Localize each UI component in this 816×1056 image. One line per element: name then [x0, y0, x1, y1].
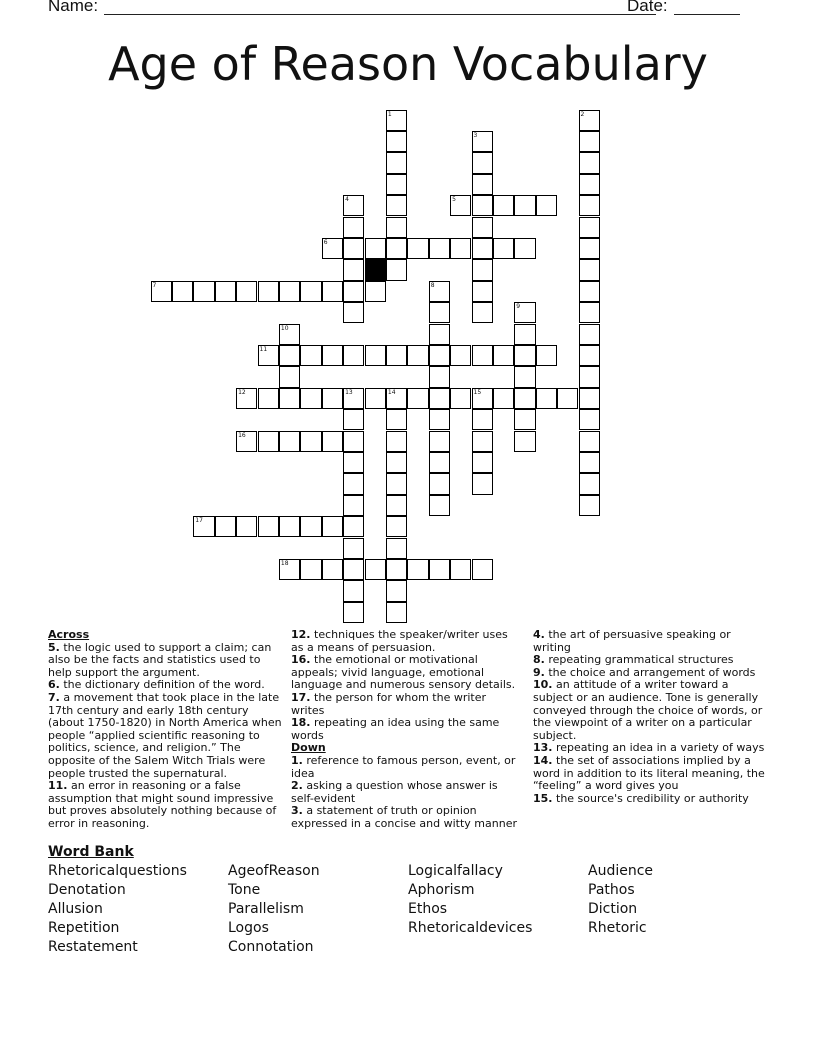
grid-cell[interactable]: [279, 366, 300, 387]
grid-cell[interactable]: [472, 452, 493, 473]
grid-cell[interactable]: [514, 345, 535, 366]
clue-item: [291, 755, 519, 780]
grid-cell[interactable]: [429, 559, 450, 580]
grid-cell[interactable]: [215, 516, 236, 537]
grid-cell[interactable]: [579, 324, 600, 345]
grid-cell[interactable]: [322, 238, 343, 259]
word-bank-item: Diction: [588, 901, 638, 917]
grid-cell[interactable]: [429, 452, 450, 473]
word-bank-item: Parallelism: [228, 901, 304, 917]
grid-cell[interactable]: [472, 238, 493, 259]
grid-cell[interactable]: [279, 345, 300, 366]
word-bank-item: Rhetoric: [588, 920, 647, 936]
grid-cell[interactable]: [343, 495, 364, 516]
word-bank-item: Logos: [228, 920, 269, 936]
word-bank-item: AgeofReason: [228, 863, 320, 879]
clue-text: a movement that took place in the late 17th century and early 18th century (about 1750-1820) in North America when people “applied scientific reasoning to politics, science, and religion.” The opposite of the Salem Witch Trials were people trusted the supernatural.: [48, 690, 282, 780]
grid-cell[interactable]: [579, 238, 600, 259]
clue-label: 10.: [533, 678, 553, 692]
clue-item: [533, 793, 769, 806]
grid-cell[interactable]: [279, 281, 300, 302]
grid-cell[interactable]: [450, 238, 471, 259]
grid-cell[interactable]: [429, 366, 450, 387]
clue-text: an attitude of a writer toward a subject or an audience. Tone is generally conveyed through the choice of words, or the viewpoint of a writer on a particular subject.: [533, 678, 763, 742]
grid-cell[interactable]: [386, 495, 407, 516]
clue-text: the person for whom the writer writes: [291, 690, 487, 717]
clue-number: 15: [473, 388, 482, 396]
clue-label: 6.: [48, 678, 60, 692]
grid-cell[interactable]: [579, 409, 600, 430]
clue-text: asking a question whose answer is self-evident: [291, 779, 498, 805]
grid-cell[interactable]: [386, 538, 407, 559]
grid-cell[interactable]: [343, 388, 364, 409]
grid-cell[interactable]: [514, 302, 535, 323]
clues-column-1: [48, 629, 284, 831]
grid-cell[interactable]: [322, 281, 343, 302]
grid-cell[interactable]: [300, 388, 321, 409]
grid-cell[interactable]: [236, 516, 257, 537]
grid-cell[interactable]: [343, 580, 364, 601]
clue-number: 3: [473, 131, 478, 139]
grid-cell[interactable]: [386, 602, 407, 623]
grid-cell[interactable]: [472, 195, 493, 216]
grid-cell[interactable]: [579, 302, 600, 323]
clue-label: 8.: [533, 653, 545, 667]
clue-item: [291, 654, 519, 692]
clue-label: 1.: [291, 753, 303, 767]
grid-cell[interactable]: [514, 324, 535, 345]
grid-cell[interactable]: [386, 217, 407, 238]
grid-cell[interactable]: [579, 195, 600, 216]
grid-cell[interactable]: [343, 473, 364, 494]
clue-text: an error in reasoning or a false assumption that might sound impressive but proves absolutely nothing because of error in reasoning.: [48, 779, 277, 830]
grid-cell[interactable]: [236, 281, 257, 302]
grid-cell[interactable]: [386, 452, 407, 473]
grid-cell[interactable]: [579, 152, 600, 173]
grid-cell[interactable]: [258, 516, 279, 537]
clue-number: 14: [387, 388, 396, 396]
clue-label: 14.: [533, 753, 553, 767]
clue-text: the emotional or motivational appeals; vivid language, emotional language and numerous sensory details.: [291, 653, 516, 692]
grid-cell[interactable]: [343, 345, 364, 366]
across-heading: Across: [48, 628, 90, 641]
clue-label: 7.: [48, 690, 60, 704]
grid-cell[interactable]: [579, 131, 600, 152]
grid-cell[interactable]: [193, 516, 214, 537]
clue-number: 7: [152, 281, 157, 289]
grid-cell[interactable]: [386, 473, 407, 494]
grid-cell[interactable]: [493, 388, 514, 409]
grid-cell[interactable]: [450, 345, 471, 366]
grid-cell[interactable]: [579, 259, 600, 280]
word-bank-item: Tone: [228, 882, 261, 898]
grid-cell[interactable]: [579, 345, 600, 366]
grid-cell[interactable]: [407, 388, 428, 409]
grid-cell[interactable]: [579, 174, 600, 195]
grid-cell[interactable]: [450, 388, 471, 409]
grid-cell[interactable]: [579, 110, 600, 131]
clue-item: [291, 780, 519, 805]
grid-cell[interactable]: [300, 431, 321, 452]
grid-cell[interactable]: [514, 366, 535, 387]
grid-cell[interactable]: [386, 238, 407, 259]
grid-cell[interactable]: [429, 388, 450, 409]
clue-item: [291, 629, 519, 654]
grid-cell[interactable]: [429, 431, 450, 452]
word-bank-item: Aphorism: [408, 882, 475, 898]
word-bank-item: Repetition: [48, 920, 120, 936]
grid-cell[interactable]: [343, 281, 364, 302]
grid-cell[interactable]: [429, 409, 450, 430]
clue-number: 16: [238, 431, 246, 439]
grid-cell[interactable]: [429, 324, 450, 345]
grid-cell[interactable]: [300, 345, 321, 366]
grid-cell[interactable]: [429, 495, 450, 516]
grid-cell[interactable]: [322, 345, 343, 366]
grid-cell[interactable]: [300, 516, 321, 537]
grid-cell[interactable]: [493, 195, 514, 216]
word-bank-item: Ethos: [408, 901, 448, 917]
grid-cell[interactable]: [322, 516, 343, 537]
grid-cell[interactable]: [407, 559, 428, 580]
grid-cell[interactable]: [407, 238, 428, 259]
clue-text: the art of persuasive speaking or writing: [533, 628, 731, 654]
word-bank-item: Logicalfallacy: [408, 863, 503, 879]
grid-cell[interactable]: [343, 538, 364, 559]
grid-cell[interactable]: [429, 281, 450, 302]
grid-cell[interactable]: [579, 473, 600, 494]
grid-cell[interactable]: [365, 238, 386, 259]
clue-item: [533, 629, 769, 654]
clue-number: 4: [345, 196, 349, 204]
clue-text: techniques the speaker/writer uses as a means of persuasion.: [291, 628, 508, 654]
grid-cell[interactable]: [386, 409, 407, 430]
clue-item: [533, 755, 769, 793]
grid-cell[interactable]: [343, 302, 364, 323]
word-bank-item: Audience: [588, 863, 654, 879]
grid-cell[interactable]: [557, 388, 578, 409]
word-bank-item: Allusion: [48, 901, 103, 917]
grid-cell[interactable]: [258, 281, 279, 302]
grid-cell[interactable]: [386, 345, 407, 366]
grid-cell[interactable]: [429, 238, 450, 259]
grid-cell[interactable]: [514, 238, 535, 259]
word-bank-item: Rhetoricaldevices: [408, 920, 533, 936]
grid-cell[interactable]: [450, 195, 471, 216]
clue-number: 6: [323, 238, 328, 246]
grid-cell[interactable]: [386, 580, 407, 601]
clue-label: 9.: [533, 665, 545, 679]
grid-cell[interactable]: [151, 281, 172, 302]
clue-text: repeating grammatical structures: [548, 653, 734, 667]
grid-cell[interactable]: [365, 281, 386, 302]
clue-item: [291, 717, 519, 742]
clue-text: the choice and arrangement of words: [548, 665, 756, 679]
grid-cell[interactable]: [579, 495, 600, 516]
grid-cell[interactable]: [472, 473, 493, 494]
clue-label: 4.: [533, 628, 545, 641]
name-label: Name:: [48, 0, 99, 15]
clue-label: 5.: [48, 640, 60, 654]
grid-cell[interactable]: [472, 259, 493, 280]
grid-cell[interactable]: [343, 431, 364, 452]
clue-label: 3.: [291, 804, 303, 818]
word-bank-item: Rhetoricalquestions: [48, 863, 187, 879]
clue-text: the logic used to support a claim; can also be the facts and statistics used to help support the argument.: [48, 640, 272, 679]
grid-cell[interactable]: [579, 281, 600, 302]
clue-label: 12.: [291, 628, 311, 641]
grid-cell[interactable]: [472, 302, 493, 323]
grid-cell[interactable]: [343, 195, 364, 216]
grid-cell[interactable]: [322, 388, 343, 409]
grid-cell[interactable]: [579, 388, 600, 409]
clue-label: 13.: [533, 741, 553, 755]
grid-cell[interactable]: [386, 431, 407, 452]
clue-item: [48, 692, 284, 780]
grid-cell[interactable]: [472, 217, 493, 238]
clue-number: 17: [195, 517, 203, 525]
grid-cell[interactable]: [258, 345, 279, 366]
grid-cell[interactable]: [258, 431, 279, 452]
word-bank-title: Word Bank: [48, 844, 134, 860]
grid-cell[interactable]: [386, 174, 407, 195]
clue-text: reference to famous person, event, or idea: [291, 753, 516, 780]
word-bank-item: Denotation: [48, 882, 126, 898]
grid-cell[interactable]: [472, 131, 493, 152]
grid-cell[interactable]: [493, 345, 514, 366]
grid-cell[interactable]: [514, 409, 535, 430]
clue-label: 18.: [291, 716, 311, 730]
grid-cell[interactable]: [514, 195, 535, 216]
word-bank-item: Pathos: [588, 882, 635, 898]
grid-cell[interactable]: [193, 281, 214, 302]
grid-cell[interactable]: [343, 217, 364, 238]
grid-cell[interactable]: [472, 281, 493, 302]
grid-cell[interactable]: [386, 152, 407, 173]
clue-item: [48, 642, 284, 680]
grid-cell[interactable]: [514, 388, 535, 409]
clue-item: [533, 679, 769, 742]
clue-text: repeating an idea in a variety of ways: [556, 741, 765, 755]
clue-text: repeating an idea using the same words: [291, 716, 500, 742]
grid-cell[interactable]: [472, 409, 493, 430]
grid-cell[interactable]: [279, 516, 300, 537]
grid-cell[interactable]: [365, 388, 386, 409]
clue-label: 17.: [291, 690, 311, 704]
grid-cell[interactable]: [279, 431, 300, 452]
grid-cell[interactable]: [322, 559, 343, 580]
grid-cell[interactable]: [472, 388, 493, 409]
grid-cell[interactable]: [386, 195, 407, 216]
grid-cell[interactable]: [343, 602, 364, 623]
grid-cell[interactable]: [343, 516, 364, 537]
grid-cell[interactable]: [472, 345, 493, 366]
grid-cell[interactable]: [386, 259, 407, 280]
clue-number: 12: [238, 388, 246, 396]
clue-number: 10: [280, 324, 289, 332]
clue-number: 13: [345, 388, 353, 396]
clue-item: [291, 805, 519, 830]
clue-label: 16.: [291, 653, 311, 667]
grid-cell[interactable]: [579, 217, 600, 238]
grid-cell[interactable]: [386, 110, 407, 131]
page-title: Age of Reason Vocabulary: [108, 37, 708, 91]
grid-black-cell: [365, 259, 386, 280]
grid-cell[interactable]: [472, 431, 493, 452]
grid-cell[interactable]: [343, 238, 364, 259]
grid-cell[interactable]: [407, 345, 428, 366]
clue-text: the set of associations implied by a word in addition to its literal meaning, the “feeling” a word gives you: [533, 753, 765, 793]
clue-label: 15.: [533, 791, 553, 805]
grid-cell[interactable]: [536, 388, 557, 409]
grid-cell[interactable]: [386, 516, 407, 537]
clue-label: 11.: [48, 779, 68, 793]
word-bank-item: Restatement: [48, 939, 138, 955]
clue-number: 8: [430, 281, 435, 289]
grid-cell[interactable]: [429, 473, 450, 494]
grid-cell[interactable]: [579, 452, 600, 473]
grid-cell[interactable]: [579, 431, 600, 452]
grid-cell[interactable]: [279, 559, 300, 580]
clue-number: 9: [516, 303, 521, 311]
grid-cell[interactable]: [386, 559, 407, 580]
grid-cell[interactable]: [365, 559, 386, 580]
grid-cell[interactable]: [386, 131, 407, 152]
grid-cell[interactable]: [300, 281, 321, 302]
grid-cell[interactable]: [365, 345, 386, 366]
clue-number: 2: [580, 110, 585, 118]
grid-cell[interactable]: [493, 238, 514, 259]
clue-item: [48, 780, 284, 830]
grid-cell[interactable]: [472, 559, 493, 580]
clues-column-2: [291, 629, 519, 831]
clue-text: a statement of truth or opinion expressed in a concise and witty manner: [291, 804, 517, 830]
grid-cell[interactable]: [536, 195, 557, 216]
clues-column-3: [533, 629, 769, 805]
date-label: Date:: [627, 0, 668, 15]
grid-cell[interactable]: [343, 559, 364, 580]
grid-cell[interactable]: [343, 409, 364, 430]
clue-number: 5: [452, 196, 456, 204]
grid-cell[interactable]: [172, 281, 193, 302]
grid-cell[interactable]: [429, 302, 450, 323]
grid-cell[interactable]: [472, 174, 493, 195]
grid-cell[interactable]: [514, 431, 535, 452]
clue-number: 11: [259, 345, 268, 353]
grid-cell[interactable]: [258, 388, 279, 409]
grid-cell[interactable]: [300, 559, 321, 580]
grid-cell[interactable]: [429, 345, 450, 366]
clue-number: 18: [280, 559, 289, 567]
down-heading: Down: [291, 741, 326, 755]
grid-cell[interactable]: [343, 452, 364, 473]
grid-cell[interactable]: [322, 431, 343, 452]
grid-cell[interactable]: [215, 281, 236, 302]
grid-cell[interactable]: [279, 388, 300, 409]
grid-cell[interactable]: [472, 152, 493, 173]
grid-cell[interactable]: [236, 388, 257, 409]
clue-text: the dictionary definition of the word.: [63, 678, 265, 692]
grid-cell[interactable]: [386, 388, 407, 409]
grid-cell[interactable]: [450, 559, 471, 580]
clue-label: 2.: [291, 779, 303, 793]
grid-cell[interactable]: [236, 431, 257, 452]
grid-cell[interactable]: [343, 259, 364, 280]
clue-number: 1: [387, 110, 392, 118]
word-bank-item: Connotation: [228, 939, 314, 955]
clue-text: the source's credibility or authority: [556, 791, 749, 805]
clue-item: [291, 692, 519, 717]
grid-cell[interactable]: [279, 324, 300, 345]
grid-cell[interactable]: [536, 345, 557, 366]
grid-cell[interactable]: [579, 366, 600, 387]
